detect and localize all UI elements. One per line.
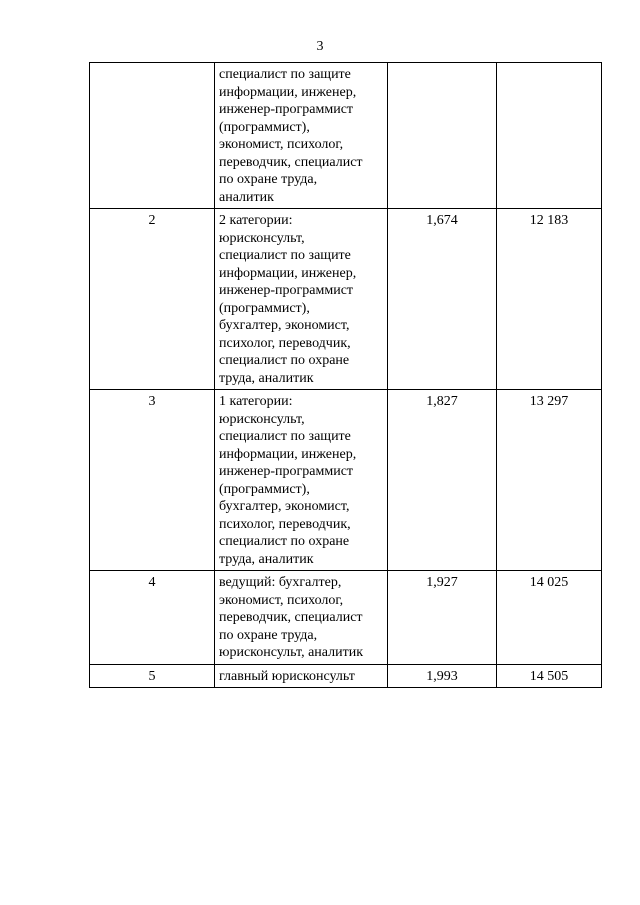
position-text-line: аналитик — [219, 189, 274, 205]
table-row — [90, 664, 602, 688]
salary-cell: 12 183 — [497, 209, 602, 390]
coefficient-cell: 1,827 — [388, 390, 497, 571]
salary-cell: 14 025 — [497, 571, 602, 665]
position-text-line: информации, инженер, — [219, 265, 357, 281]
position-text-line: ведущий: бухгалтер, — [219, 575, 342, 590]
position-text-line: по охране труда, — [219, 627, 318, 643]
table-row — [90, 63, 602, 209]
position-text-line: (программист), — [219, 300, 310, 316]
position-text-line: переводчик, специалист — [219, 610, 363, 625]
position-text-line: экономист, психолог, — [219, 592, 344, 608]
position-text-line: информации, инженер, — [219, 84, 357, 100]
salary-cell: 14 505 — [497, 664, 602, 688]
row-number-cell: 5 — [90, 664, 215, 688]
table-row — [90, 209, 602, 390]
table-row — [90, 390, 602, 571]
salary-cell — [497, 63, 602, 209]
position-text-line: главный юрисконсульт — [219, 668, 355, 684]
position-text-line: юрисконсульт, — [219, 411, 305, 427]
position-text-line: по охране труда, — [219, 172, 318, 187]
position-text-line: юрисконсульт, — [219, 230, 305, 246]
position-text-line: специалист по защите — [219, 429, 351, 444]
position-text-line: инженер-программист — [219, 102, 354, 117]
coefficient-cell: 1,993 — [388, 664, 497, 688]
position-text-line: психолог, переводчик, — [219, 516, 351, 532]
row-number-cell — [90, 63, 215, 209]
position-text-line: специалист по защите — [219, 248, 351, 263]
coefficient-cell: 1,674 — [388, 209, 497, 390]
position-cell — [215, 209, 388, 390]
position-text-line: информации, инженер, — [219, 446, 357, 462]
position-cell — [215, 664, 388, 688]
position-text-line: бухгалтер, экономист, — [219, 318, 350, 333]
position-text-line: 2 категории: — [219, 213, 293, 228]
salary-cell: 13 297 — [497, 390, 602, 571]
position-text-line: переводчик, специалист — [219, 154, 363, 170]
position-cell — [215, 571, 388, 665]
position-text-line: специалист по охране — [219, 353, 350, 368]
table-body — [90, 63, 602, 688]
table-row — [90, 571, 602, 665]
position-text-line: психолог, переводчик, — [219, 335, 351, 351]
position-text-line: (программист), — [219, 119, 310, 135]
position-text-line: 1 категории: — [219, 394, 293, 409]
position-cell — [215, 390, 388, 571]
position-text-line: экономист, психолог, — [219, 137, 344, 152]
position-cell — [215, 63, 388, 209]
position-text-line: бухгалтер, экономист, — [219, 499, 350, 514]
position-text-line: (программист), — [219, 481, 310, 497]
row-number-cell: 4 — [90, 571, 215, 665]
position-text-line: специалист по защите — [219, 67, 351, 82]
position-text-line: инженер-программист — [219, 283, 354, 298]
row-number-cell: 3 — [90, 390, 215, 571]
coefficient-cell: 1,927 — [388, 571, 497, 665]
coefficient-cell — [388, 63, 497, 209]
position-text-line: юрисконсульт, аналитик — [219, 645, 363, 660]
position-text-line: труда, аналитик — [219, 551, 314, 567]
position-text-line: инженер-программист — [219, 464, 354, 479]
position-text-line: труда, аналитик — [219, 370, 314, 386]
page-number: 3 — [316, 39, 324, 54]
row-number-cell: 2 — [90, 209, 215, 390]
position-text-line: специалист по охране — [219, 534, 350, 549]
salary-table — [89, 62, 602, 688]
